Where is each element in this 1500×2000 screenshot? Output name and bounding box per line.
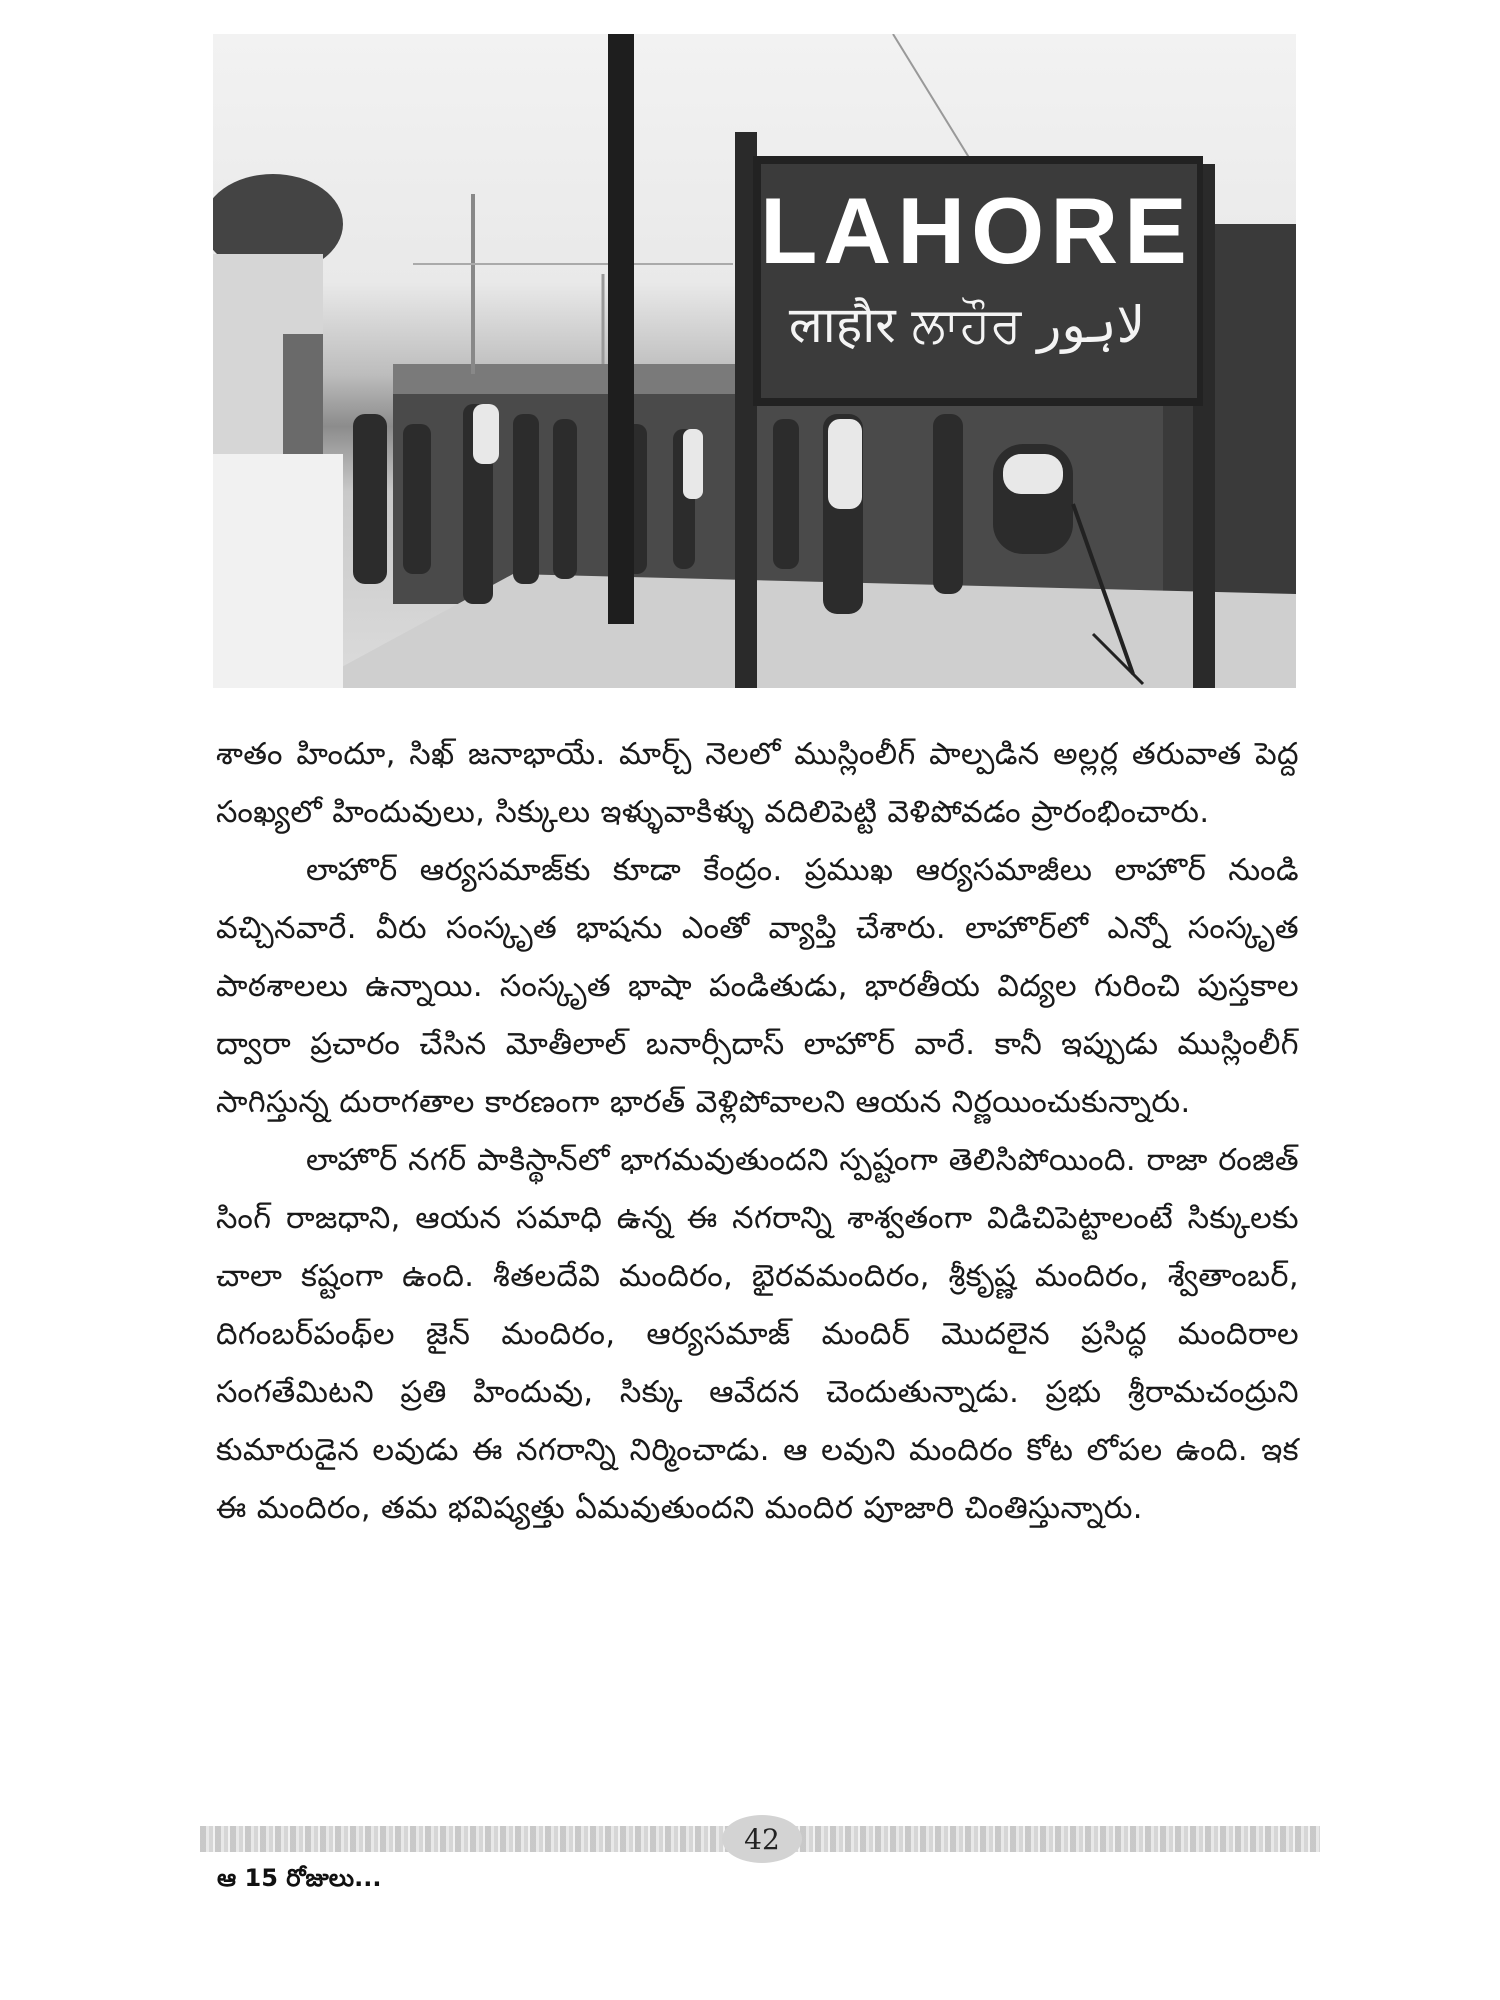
paragraph-2: లాహొర్ ఆర్యసమాజ్‌కు కూడా కేంద్రం. ప్రముఖ ఆర్యసమాజీలు లాహొర్ నుండి వచ్చినవారే. వీరు సంస్కృత భాషను ఎంతో వ్యాప్తి చేశారు. లాహొర్‌లో ఎన్నో సంస్కృత పాఠశాలలు ఉన్నాయి. సంస్కృత భాషా పండితుడు, భారతీయ విద్యల గురించి పుస్తకాల ద్వారా ప్రచారం చేసిన మోతీలాల్ బనార్సీదాస్ లాహొర్ వారే. కానీ ఇప్పుడు ముస్లింలీగ్ సాగిస్తున్న దురాగతాల కారణంగా భారత్ వెళ్లిపోవాలని ఆయన నిర్ణయించుకున్నారు. — [216, 853, 1299, 1120]
page-number-badge — [722, 1815, 802, 1863]
sign-latin-text: LAHORE — [760, 178, 1193, 283]
station-signboard — [748, 168, 1193, 400]
sign-native-text: लाहौर ਲਾਹੌਰ لاہور — [788, 296, 1146, 354]
paragraph-1: శాతం హిందూ, సిఖ్ జనాభాయే. మార్చ్ నెలలో ముస్లింలీగ్ పాల్పడిన అల్లర్ల తరువాత పెద్ద సంఖ్యలో హిందువులు, సిక్కులు ఇళ్ళువాకిళ్ళు వదిలిపెట్టి వెళిపోవడం ప్రారంభించారు. — [216, 737, 1299, 830]
station-photo — [213, 34, 1296, 688]
body-text — [216, 726, 1299, 1538]
page-number: 42 — [744, 1822, 780, 1856]
paragraph-3: లాహొర్ నగర్ పాకిస్థాన్‌లో భాగమవుతుందని స్పష్టంగా తెలిసిపోయింది. రాజా రంజిత్ సింగ్ రాజధాని, ఆయన సమాధి ఉన్న ఈ నగరాన్ని శాశ్వతంగా విడిచిపెట్టాలంటే సిక్కులకు చాలా కష్టంగా ఉంది. శీతలదేవి మందిరం, భైరవమందిరం, శ్రీకృష్ణ మందిరం, శ్వేతాంబర్, దిగంబర్‌పంథ్‌ల జైన్ మందిరం, ఆర్యసమాజ్ మందిర్ మొదలైన ప్రసిద్ధ మందిరాల సంగతేమిటని ప్రతి హిందువు, సిక్కు ఆవేదన చెందుతున్నాడు. ప్రభు శ్రీరామచంద్రుని కుమారుడైన లవుడు ఈ నగరాన్ని నిర్మించాడు. ఆ లవుని మందిరం కోట లోపల ఉంది. ఇక ఈ మందిరం, తమ భవిష్యత్తు ఏమవుతుందని మందిర పూజారి చింతిస్తున్నారు. — [216, 1143, 1299, 1526]
running-title: ఆ 15 రోజులు... — [217, 1864, 382, 1892]
